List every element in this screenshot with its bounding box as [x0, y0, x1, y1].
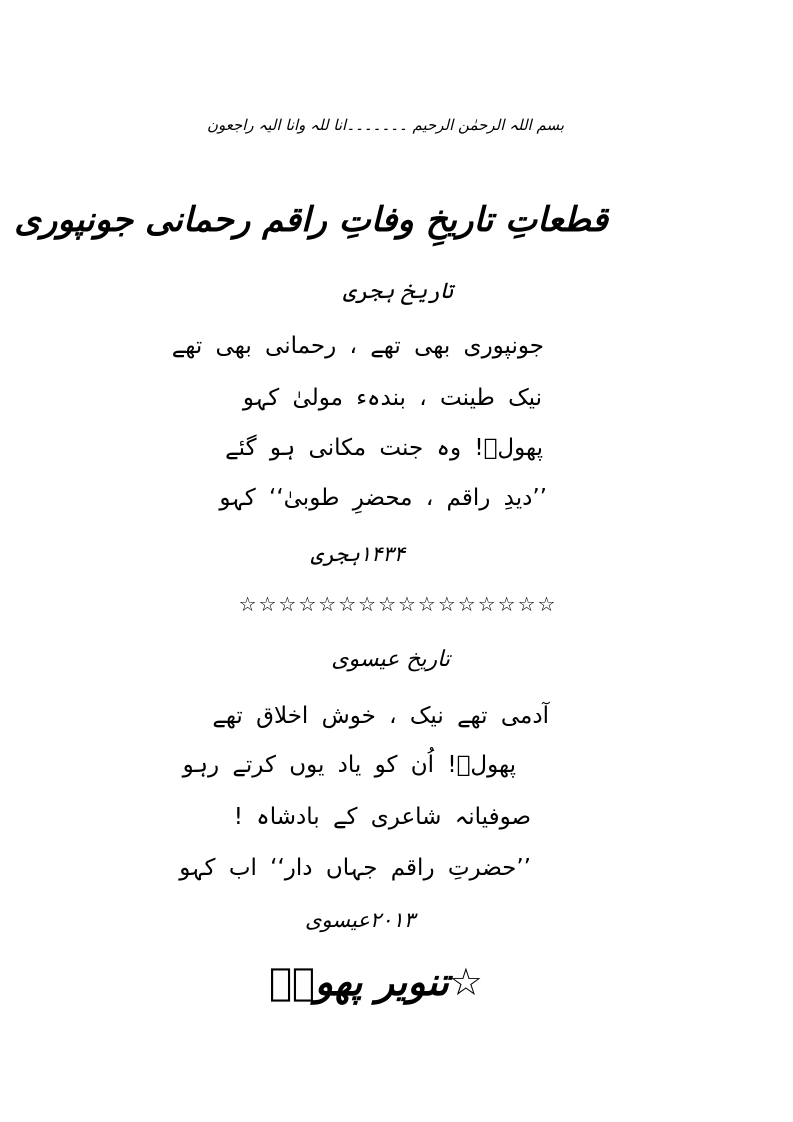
hijri-verse-line: ’’دیدِ راقم ، محضرِ طوبیٰ‘‘ کہو — [219, 485, 547, 511]
star-divider: ☆☆☆☆☆☆☆☆☆☆☆☆☆☆☆☆ — [238, 592, 558, 616]
isawi-heading: تاریخ عیسوی — [331, 647, 450, 672]
hijri-verse-line: پھولؔ! وہ جنت مکانی ہو گئے — [225, 435, 543, 461]
isawi-verse-line: صوفیانہ شاعری کے بادشاہ ! — [233, 804, 531, 830]
isawi-verse-line: ’’حضرتِ راقم جہاں دار‘‘ اب کہو — [179, 855, 531, 881]
hijri-verse-line: جونپوری بھی تھے ، رحمانی بھی تھے — [171, 333, 544, 359]
hijri-verse-line: نیک طینت ، بندہء مولیٰ کہو — [242, 385, 542, 411]
isawi-verse-line: آدمی تھے نیک ، خوش اخلاق تھے — [212, 703, 549, 729]
isawi-verse-line: پھولؔ! اُن کو یاد یوں کرتے رہو — [182, 752, 516, 778]
hijri-year: ۱۴۳۴ہجری — [310, 542, 405, 566]
isawi-year: ۲۰۱۳عیسوی — [304, 908, 415, 932]
bismillah-line: بسم اللہ الرحمٰن الرحیم ۔۔۔۔۔۔۔انا للہ وانا الیہ راجعون — [206, 116, 564, 134]
hijri-heading: تاریخ ہجری — [342, 279, 453, 304]
page-title: قطعاتِ تاریخِ وفاتِ راقم رحمانی جونپوری — [14, 200, 608, 240]
author-signature: ☆تنویر پھولؔ — [269, 960, 483, 1004]
